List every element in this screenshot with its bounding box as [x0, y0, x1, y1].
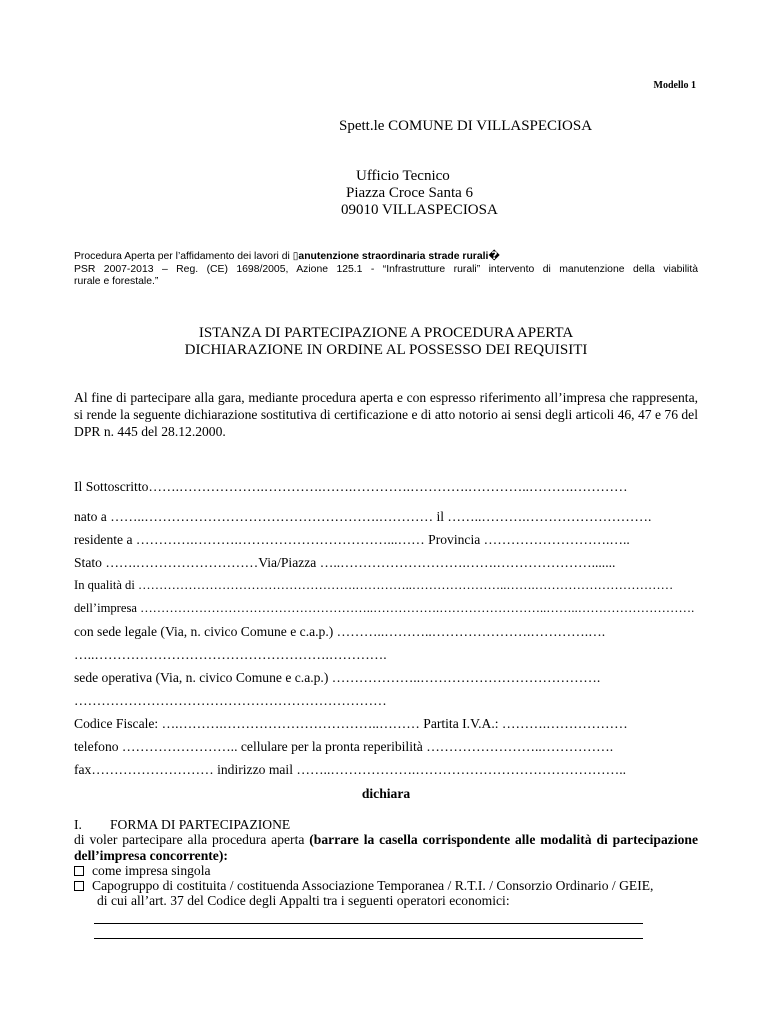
checkbox-icon[interactable] [74, 866, 84, 876]
recipient-line-4: 09010 VILLASPECIOSA [341, 202, 498, 218]
procedure-line-2: PSR 2007-2013 – Reg. (CE) 1698/2005, Azione 125.1 - “Infrastrutture rurali” intervento di manutenzione della viabilità [74, 263, 698, 275]
procedure-line-3: rurale e forestale.” [74, 276, 159, 287]
field-codice-fiscale[interactable]: Codice Fiscale: ….……….……………………………..……… Partita I.V.A.: ……….……………… [74, 716, 628, 731]
option-impresa-singola-label: come impresa singola [92, 863, 211, 878]
option-capogruppo[interactable] [74, 878, 653, 894]
field-fax-email[interactable]: fax……………………… indirizzo mail ……..……………….……………………………………….. [74, 762, 627, 777]
field-qualita[interactable]: In qualità di …………………………………………….…………..…………………..…….…………………………… [74, 578, 674, 592]
field-stato[interactable]: Stato …….………………………Via/Piazza …..……………………….…….…………………....... [74, 555, 616, 570]
checkbox-icon[interactable] [74, 881, 84, 891]
option-capogruppo-label: Capogruppo di costituita / costituenda Associazione Temporanea / R.T.I. / Consorzio Ordinario / GEIE, [92, 878, 654, 893]
field-telefono[interactable]: telefono …………………….. cellulare per la pronta reperibilità ……………………..……………. [74, 739, 614, 754]
document-title-line-2: DICHIARAZIONE IN ORDINE AL POSSESSO DEI REQUISITI [184, 342, 588, 358]
operators-entry-line-1[interactable] [94, 923, 643, 924]
form-model-label: Modello 1 [653, 80, 696, 91]
field-sede-legale-cont[interactable]: …..…………………………………………….…………. [74, 647, 387, 662]
section-1-title: FORMA DI PARTECIPAZIONE [110, 817, 291, 832]
field-sede-operativa-cont[interactable]: …………………………………………………………… [74, 693, 387, 708]
section-1-number: I. [74, 817, 82, 832]
field-nato-a[interactable]: nato a ……..…………………………………………….………… il ……..……….………………………. [74, 509, 652, 524]
field-impresa[interactable]: dell’impresa ………………………………………………..…………….……………………..……..………………………. [74, 601, 695, 615]
procedure-description [74, 251, 698, 289]
section-1-text-plain: di voler partecipare alla procedura aperta [74, 832, 310, 847]
field-sede-legale[interactable]: con sede legale (Via, n. civico Comune e c.a.p.) ………..………..………………….………….…. [74, 624, 606, 639]
recipient-line-1: Spett.le COMUNE DI VILLASPECIOSA [339, 118, 593, 134]
section-1-text-bold: (barrare la casella corrispondente alle modalità di partecipazione dell’impresa concorrente): [74, 832, 698, 863]
intro-paragraph: Al fine di partecipare alla gara, mediante procedura aperta e con espresso riferimento all’impresa che rappresenta, si rende la seguente dichiarazione sostitutiva di certificazione e di atto notorio ai sensi degli articoli 46, 47 e 76 del DPR n. 445 del 28.12.2000. [74, 390, 698, 439]
procedure-prefix: Procedura Aperta per l’affidamento dei lavori di [74, 251, 293, 262]
recipient-line-2: Ufficio Tecnico [356, 168, 450, 184]
procedure-subject: ▯anutenzione straordinaria strade rurali� [292, 251, 500, 262]
field-sottoscritto[interactable]: Il Sottoscritto…….……………….………….…….………….………….…………..……….………… [74, 479, 628, 494]
option-impresa-singola[interactable] [74, 863, 211, 879]
field-sede-operativa[interactable]: sede operativa (Via, n. civico Comune e c.a.p.) ………………..…………………………………. [74, 670, 601, 685]
procedure-line-1 [74, 251, 698, 264]
document-title-line-1: ISTANZA DI PARTECIPAZIONE A PROCEDURA APERTA [198, 325, 574, 341]
option-capogruppo-cont: di cui all’art. 37 del Codice degli Appalti tra i seguenti operatori economici: [97, 893, 510, 908]
recipient-line-3: Piazza Croce Santa 6 [346, 185, 474, 201]
operators-entry-line-2[interactable] [94, 938, 643, 939]
declaration-heading: dichiara [361, 786, 411, 801]
section-1-heading [74, 817, 290, 833]
section-1-text [74, 832, 698, 864]
field-residente[interactable]: residente a ………….……….……………………………...…… Provincia ……………………….….. [74, 532, 630, 547]
